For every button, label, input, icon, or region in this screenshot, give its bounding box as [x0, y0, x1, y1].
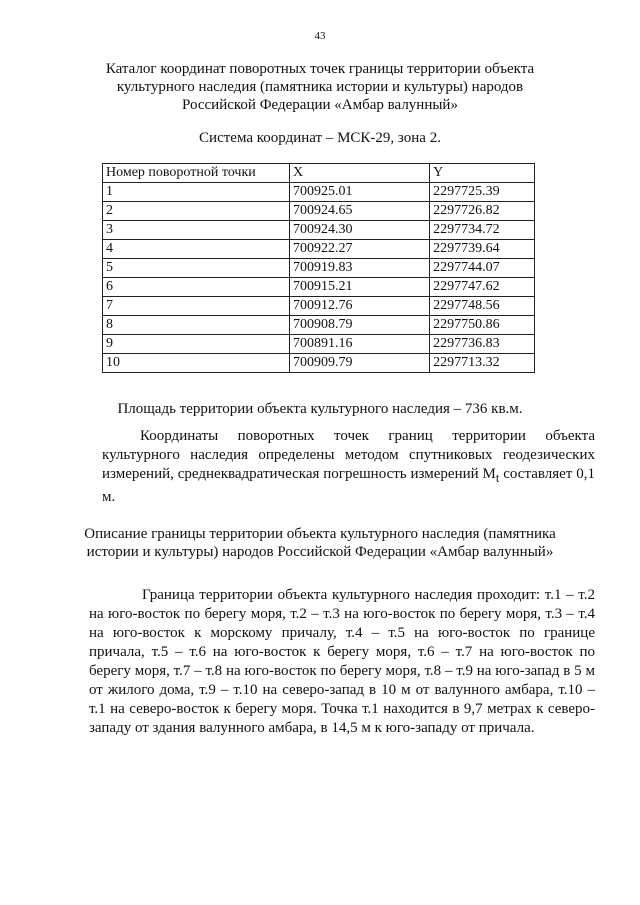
- x-cell: 700908.79: [290, 316, 430, 335]
- point-number-cell: 5: [103, 259, 290, 278]
- table-row: [103, 335, 535, 354]
- page-number: 43: [314, 30, 326, 42]
- x-cell: 700909.79: [290, 354, 430, 373]
- x-cell: 700922.27: [290, 240, 430, 259]
- table-row: [103, 354, 535, 373]
- y-cell: 2297713.32: [430, 354, 535, 373]
- x-cell: 700912.76: [290, 297, 430, 316]
- x-cell: 700891.16: [290, 335, 430, 354]
- table-header-row: [103, 164, 535, 183]
- y-cell: 2297750.86: [430, 316, 535, 335]
- y-cell: 2297725.39: [430, 183, 535, 202]
- accuracy-note-value: составляет 0,1 м.: [102, 466, 595, 505]
- point-number-cell: 10: [103, 354, 290, 373]
- point-number-cell: 8: [103, 316, 290, 335]
- area-statement: Площадь территории объекта культурного наследия – 736 кв.м.: [117, 401, 523, 417]
- catalog-title: Каталог координат поворотных точек границы территории объекта культурного наследия (памятника истории и культуры) народов Российской Федерации «Амбар валунный»: [105, 61, 535, 113]
- x-cell: 700924.65: [290, 202, 430, 221]
- coordinates-table: [102, 163, 535, 373]
- x-cell: 700925.01: [290, 183, 430, 202]
- point-number-cell: 9: [103, 335, 290, 354]
- boundary-description-text: Граница территории объекта культурного наследия проходит: т.1 – т.2 на юго-восток по берегу моря, т.2 – т.3 на юго-восток по берегу моря, т.3 – т.4 на юго-восток к морскому причалу, т.4 – т.5 на юго-восток по границе причала, т.5 – т.6 на юго-восток к берегу моря, т.6 – т.7 на юго-восток по берегу моря, т.7 – т.8 на юго-восток по берегу моря, т.8 – т.9 на юго-запад в 5 м от жилого дома, т.9 – т.10 на северо-запад в 10 м от валунного амбара, т.10 – т.1 на северо-восток к берегу моря. Точка т.1 находится в 9,7 метрах к северо-западу от здания валунного амбара, в 14,5 м к юго-западу от причала.: [89, 587, 595, 736]
- point-number-cell: 6: [103, 278, 290, 297]
- table-row: [103, 183, 535, 202]
- y-cell: 2297736.83: [430, 335, 535, 354]
- table-row: [103, 278, 535, 297]
- header-y: Y: [430, 164, 535, 183]
- table-row: [103, 202, 535, 221]
- table-row: [103, 316, 535, 335]
- y-cell: 2297734.72: [430, 221, 535, 240]
- point-number-cell: 1: [103, 183, 290, 202]
- accuracy-note-text: Координаты поворотных точек границ территории объекта культурного наследия определены методом спутниковых геодезических измерений, среднеквадратическая погрешность измерений M: [102, 428, 595, 482]
- coordinate-system: Система координат – МСК-29, зона 2.: [199, 130, 441, 146]
- x-cell: 700919.83: [290, 259, 430, 278]
- boundary-description-title: Описание границы территории объекта культурного наследия (памятника истории и культуры) народов Российской Федерации «Амбар валунный»: [84, 526, 556, 560]
- table-row: [103, 259, 535, 278]
- y-cell: 2297747.62: [430, 278, 535, 297]
- y-cell: 2297726.82: [430, 202, 535, 221]
- y-cell: 2297744.07: [430, 259, 535, 278]
- x-cell: 700924.30: [290, 221, 430, 240]
- y-cell: 2297748.56: [430, 297, 535, 316]
- header-x: X: [290, 164, 430, 183]
- accuracy-note: [102, 427, 595, 507]
- table-row: [103, 240, 535, 259]
- table-row: [103, 221, 535, 240]
- y-cell: 2297739.64: [430, 240, 535, 259]
- point-number-cell: 7: [103, 297, 290, 316]
- point-number-cell: 4: [103, 240, 290, 259]
- table-row: [103, 297, 535, 316]
- point-number-cell: 2: [103, 202, 290, 221]
- x-cell: 700915.21: [290, 278, 430, 297]
- header-point-number: Номер поворотной точки: [103, 164, 290, 183]
- point-number-cell: 3: [103, 221, 290, 240]
- accuracy-note-subscript: t: [495, 471, 500, 485]
